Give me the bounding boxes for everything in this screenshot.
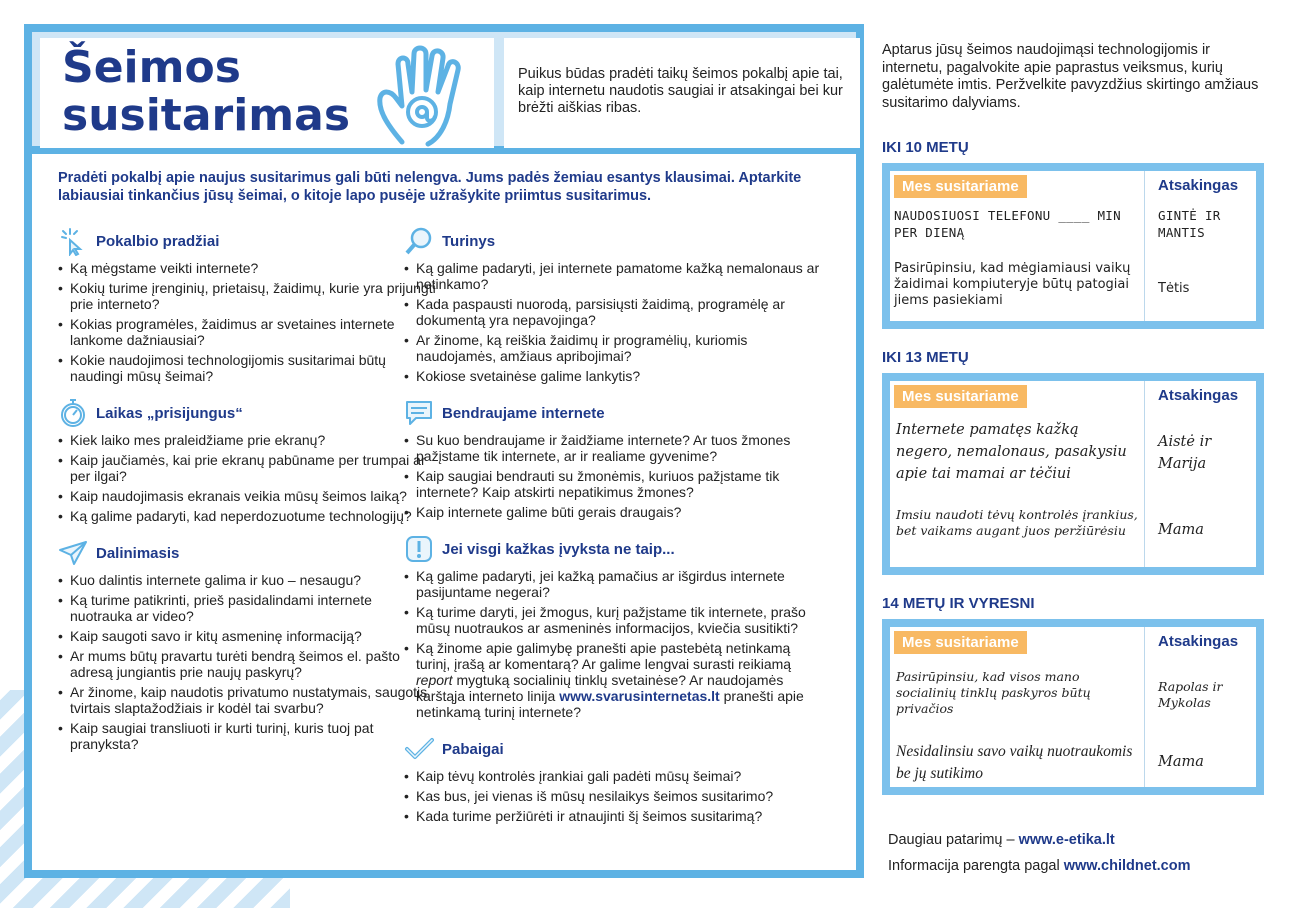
responsible-text: GINTĖ IR MANTIS xyxy=(1158,208,1221,240)
list-item: • Kokie naudojimosi technologijomis susitarimai būtų naudingi mūsų šeimai? xyxy=(58,352,438,384)
question-list xyxy=(58,432,438,524)
list-item: • Kiek laiko mes praleidžiame prie ekranų? xyxy=(58,432,438,448)
column-divider xyxy=(1144,381,1145,567)
title-line-2: susitarimas xyxy=(62,90,351,141)
list-item: • Kokiose svetainėse galime lankytis? xyxy=(404,368,824,384)
page-title xyxy=(62,44,350,140)
list-item: • Kuo dalintis internete galima ir kuo – nesaugu? xyxy=(58,572,438,588)
right-intro-text: Aptarus jūsų šeimos naudojimąsi technologijomis ir internetu, pagalvokite apie paprastus veiksmus, kurių galėtumėte imtis. Peržvelkite pavyzdžius skirtingo amžiaus susitarimo dalyviams. xyxy=(882,42,1259,111)
section-title: Jei visgi kažkas įvyksta ne taip... xyxy=(442,540,675,558)
column-divider xyxy=(1144,171,1145,321)
list-item: • Kaip saugoti savo ir kitų asmeninę informaciją? xyxy=(58,628,438,644)
agreement-text: NAUDOSIUOSI TELEFONU ____ MIN PER DIENĄ xyxy=(894,208,1121,240)
age-group-title: IKI 13 METŲ xyxy=(882,349,969,366)
section-pabaigai xyxy=(404,734,824,824)
list-item: • Kaip saugiai transliuoti ir kurti turinį, kuris tuoj pat pranyksta? xyxy=(58,720,438,752)
list-item: • Kaip saugiai bendrauti su žmonėmis, kuriuos pažįstame tik internete? Kaip atskirti nepatikimus žmones? xyxy=(404,468,824,500)
list-item: • Ką galime padaryti, kad neperdozuotume technologijų? xyxy=(58,508,438,524)
section-title: Pokalbio pradžiai xyxy=(96,232,220,250)
question-list xyxy=(404,432,824,520)
stopwatch-icon xyxy=(58,398,88,428)
list-item: • Kada paspausti nuorodą, parsisiųsti žaidimą, programėlę ar dokumentą yra nepavojinga? xyxy=(404,296,824,328)
checkmark-icon xyxy=(404,734,434,764)
section-laikas xyxy=(58,398,438,524)
list-item: • Ar mums būtų pravartu turėti bendrą šeimos el. pašto adresą jungiantis prie naujų paskyrų? xyxy=(58,648,438,680)
responsible-header: Atsakingas xyxy=(1158,387,1239,404)
list-item: • Kada turime peržiūrėti ir atnaujinti šį šeimos susitarimą? xyxy=(404,808,824,824)
question-list xyxy=(58,572,438,752)
header-band xyxy=(32,32,856,154)
list-item: • Ką žinome apie galimybę pranešti apie pastebėtą netinkamą turinį, įrašą ar komentarą? Ar galime lengvai surasti reikiamą report mygtuką socialinių tinklų svetainėse? Ar naudojamės karštąja interneto linija www.svarusinternetas.lt pranešti apie netinkamą turinį internete? xyxy=(404,640,824,720)
responsible-header: Atsakingas xyxy=(1158,177,1239,194)
title-line-1: Šeimos xyxy=(62,42,241,93)
e-etika-link[interactable]: www.e-etika.lt xyxy=(1018,832,1115,848)
agreement-text: Nesidalinsiu savo vaikų nuotraukomis be jų sutikimo xyxy=(896,743,1133,782)
report-word: report xyxy=(416,672,453,688)
list-item: • Ką mėgstame veikti internete? xyxy=(58,260,438,276)
section-title: Bendraujame internete xyxy=(442,404,605,422)
section-jei-visgi xyxy=(404,534,824,720)
responsible-text: Tėtis xyxy=(1158,281,1190,296)
responsible-text: Mama xyxy=(1158,522,1204,538)
agreement-header: Mes susitariame xyxy=(894,631,1027,654)
section-pokalbio-pradziai xyxy=(58,226,438,384)
questions-panel xyxy=(24,24,864,878)
title-card xyxy=(40,38,494,148)
list-item: • Ar žinome, ką reiškia žaidimų ir programėlių, kuriomis naudojamės, amžiaus apribojimai? xyxy=(404,332,824,364)
chat-bubble-icon xyxy=(404,398,434,428)
left-question-column xyxy=(58,226,438,766)
list-item: • Kokias programėles, žaidimus ar svetaines internete lankome dažniausiai? xyxy=(58,316,438,348)
magnifier-icon xyxy=(404,226,434,256)
question-list xyxy=(404,260,824,384)
responsible-text: Rapolas ir Mykolas xyxy=(1158,679,1223,710)
subtitle: Pradėti pokalbį apie naujus susitarimus gali būti nelengva. Jums padės žemiau esantys klausimai. Aptarkite labiausiai tinkančius jūsų šeimai, o kitoje lapo pusėje užrašykite priimtus susitarimus. xyxy=(58,170,802,204)
agreement-box-14-plus xyxy=(882,619,1264,795)
agreement-box-under-10 xyxy=(882,163,1264,329)
list-item: • Ką galime padaryti, jei internete pamatome kažką nemalonaus ar netinkamo? xyxy=(404,260,824,292)
list-item: • Kaip naudojimasis ekranais veikia mūsų šeimos laiką? xyxy=(58,488,438,504)
question-list xyxy=(58,260,438,384)
responsible-text: Aistė ir Marija xyxy=(1158,434,1212,472)
footer-tips: Daugiau patarimų – www.e-etika.lt xyxy=(888,832,1115,848)
section-title: Dalinimasis xyxy=(96,544,180,562)
agreement-text: Internete pamatęs kažką negero, nemalonaus, pasakysiu apie tai mamai ar tėčiui xyxy=(896,422,1127,482)
hotline-link[interactable]: www.svarusinternetas.lt xyxy=(559,688,720,704)
question-list xyxy=(404,768,824,824)
agreement-header: Mes susitariame xyxy=(894,385,1027,408)
childnet-link[interactable]: www.childnet.com xyxy=(1063,858,1191,874)
right-question-column xyxy=(404,226,824,838)
intro-text: Puikus būdas pradėti taikų šeimos pokalbį apie tai, kaip internetu naudotis saugiai ir atsakingai bei kur brėžti aiškias ribas. xyxy=(504,38,860,148)
list-item: • Kaip jaučiamės, kai prie ekranų pabūname per trumpai ar per ilgai? xyxy=(58,452,438,484)
question-list xyxy=(404,568,824,720)
list-item: • Su kuo bendraujame ir žaidžiame internete? Ar tuos žmones pažįstame tik internete, ar ir realiame gyvenime? xyxy=(404,432,824,464)
section-title: Laikas „prisijungus“ xyxy=(96,404,243,422)
list-item: • Ką turime patikrinti, prieš pasidalindami internete nuotrauka ar video? xyxy=(58,592,438,624)
list-item: • Ką galime padaryti, jei kažką pamačius ar išgirdus internete pasijuntame negerai? xyxy=(404,568,824,600)
list-item: • Kaip internete galime būti gerais draugais? xyxy=(404,504,824,520)
age-group-title: 14 METŲ IR VYRESNI xyxy=(882,595,1035,612)
agreement-header: Mes susitariame xyxy=(894,175,1027,198)
list-item: • Ką turime daryti, jei žmogus, kurį pažįstame tik internete, prašo mūsų nuotraukos ar asmeninės informacijos, kviečia susitikti? xyxy=(404,604,824,636)
responsible-text: Mama xyxy=(1158,754,1204,770)
hand-at-icon xyxy=(370,42,488,148)
section-turinys xyxy=(404,226,824,384)
agreement-box-under-13 xyxy=(882,373,1264,575)
list-item: • Kas bus, jei vienas iš mūsų nesilaikys šeimos susitarimo? xyxy=(404,788,824,804)
section-dalinimasis xyxy=(58,538,438,752)
agreement-text: Imsiu naudoti tėvų kontrolės įrankius, bet vaikams augant juos peržiūrėsiu xyxy=(896,507,1138,538)
alert-icon xyxy=(404,534,434,564)
responsible-header: Atsakingas xyxy=(1158,633,1239,650)
agreement-text: Pasirūpinsiu, kad mėgiamiausi vaikų žaidimai kompiuteryje būtų patogiai jiems pasiekiami xyxy=(894,261,1131,308)
list-item: • Kaip tėvų kontrolės įrankiai gali padėti mūsų šeimai? xyxy=(404,768,824,784)
column-divider xyxy=(1144,627,1145,787)
section-bendraujame xyxy=(404,398,824,520)
list-item: • Kokių turime įrenginių, prietaisų, žaidimų, kurie yra prijungti prie interneto? xyxy=(58,280,438,312)
paper-plane-icon xyxy=(58,538,88,568)
cursor-click-icon xyxy=(58,226,88,256)
agreement-text: Pasirūpinsiu, kad visos mano socialinių tinklų paskyros būtų privačios xyxy=(896,669,1091,716)
list-item: • Ar žinome, kaip naudotis privatumo nustatymais, saugotis tvirtais slaptažodžiais ir kodėl tai svarbu? xyxy=(58,684,438,716)
section-title: Turinys xyxy=(442,232,496,250)
footer-source: Informacija parengta pagal www.childnet.com xyxy=(888,858,1191,874)
age-group-title: IKI 10 METŲ xyxy=(882,139,969,156)
section-title: Pabaigai xyxy=(442,740,504,758)
